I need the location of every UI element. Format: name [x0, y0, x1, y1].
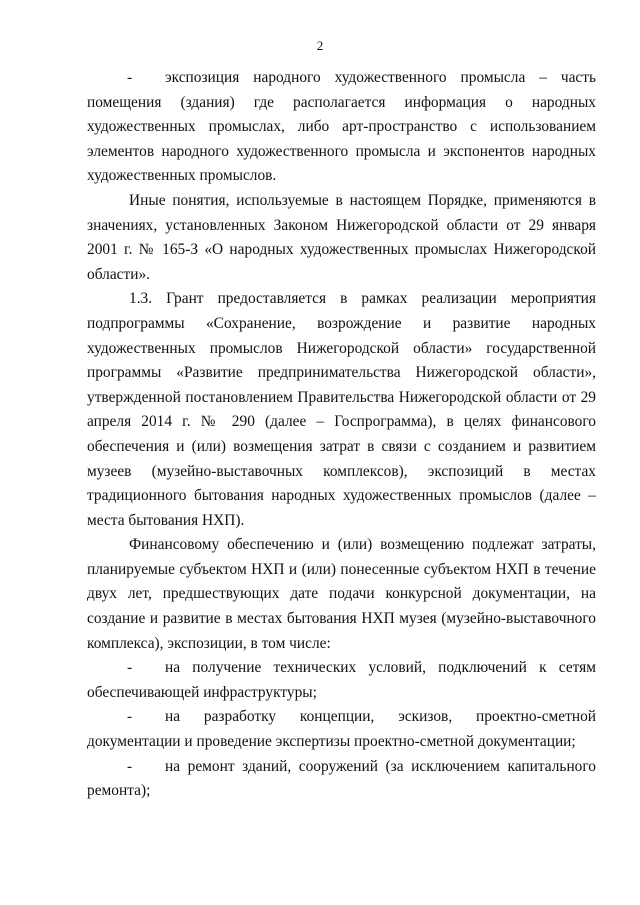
list-dash: -	[127, 659, 133, 677]
page-number: 2	[316, 38, 324, 53]
list-item-technical-conditions	[87, 656, 596, 705]
paragraph-section-1-3: 1.3. Грант предоставляется в рамках реализации мероприятия подпрограммы «Сохранение, возрождение и развитие народных художественных промыслов Нижегородской области» государственной программы «Развитие предпринимательства Нижегородской области», утвержденной постановлением Правительства Нижегородской области от 29 апреля 2014 г. № 290 (далее – Госпрограмма), в целях финансового обеспечения и (или) возмещения затрат в связи с созданием и развитием музеев (музейно-выставочных комплексов), экспозиций в местах традиционного бытования народных художественных промыслов (далее – места бытования НХП).	[87, 290, 596, 529]
list-item-text: на ремонт зданий, сооружений (за исключением капитального ремонта);	[87, 757, 596, 800]
paragraph-financing: Финансовому обеспечению и (или) возмещению подлежат затраты, планируемые субъектом НХП и (или) понесенные субъектом НХП в течение двух лет, предшествующих дате подачи конкурсной документации, на создание и развитие в местах бытования НХП музея (музейно-выставочного комплекса), экспозиции, в том числе:	[87, 536, 596, 652]
list-item-concept-development	[87, 705, 596, 754]
paragraph-text: экспозиция народного художественного промысла – часть помещения (здания) где располагается информация о народных художественных промыслах, либо арт-пространство с использованием элементов народного художественного промысла и экспонентов народных художественных промыслов.	[87, 69, 596, 185]
paragraph-other-terms: Иные понятия, используемые в настоящем Порядке, применяются в значениях, установленных Законом Нижегородской области от 29 января 2001 г. № 165-З «О народных художественных промыслах Нижегородской области».	[87, 191, 596, 283]
list-item-building-repair	[87, 755, 596, 804]
paragraph-definition-exposition	[87, 66, 596, 189]
list-dash: -	[127, 69, 133, 86]
list-dash: -	[127, 708, 133, 726]
list-item-text: на разработку концепции, эскизов, проектно-сметной документации и проведение экспертизы проектно-сметной документации;	[87, 708, 596, 751]
list-dash: -	[127, 757, 133, 775]
list-item-text: на получение технических условий, подключений к сетям обеспечивающей инфраструктуры;	[87, 659, 596, 701]
document-body	[87, 66, 596, 804]
